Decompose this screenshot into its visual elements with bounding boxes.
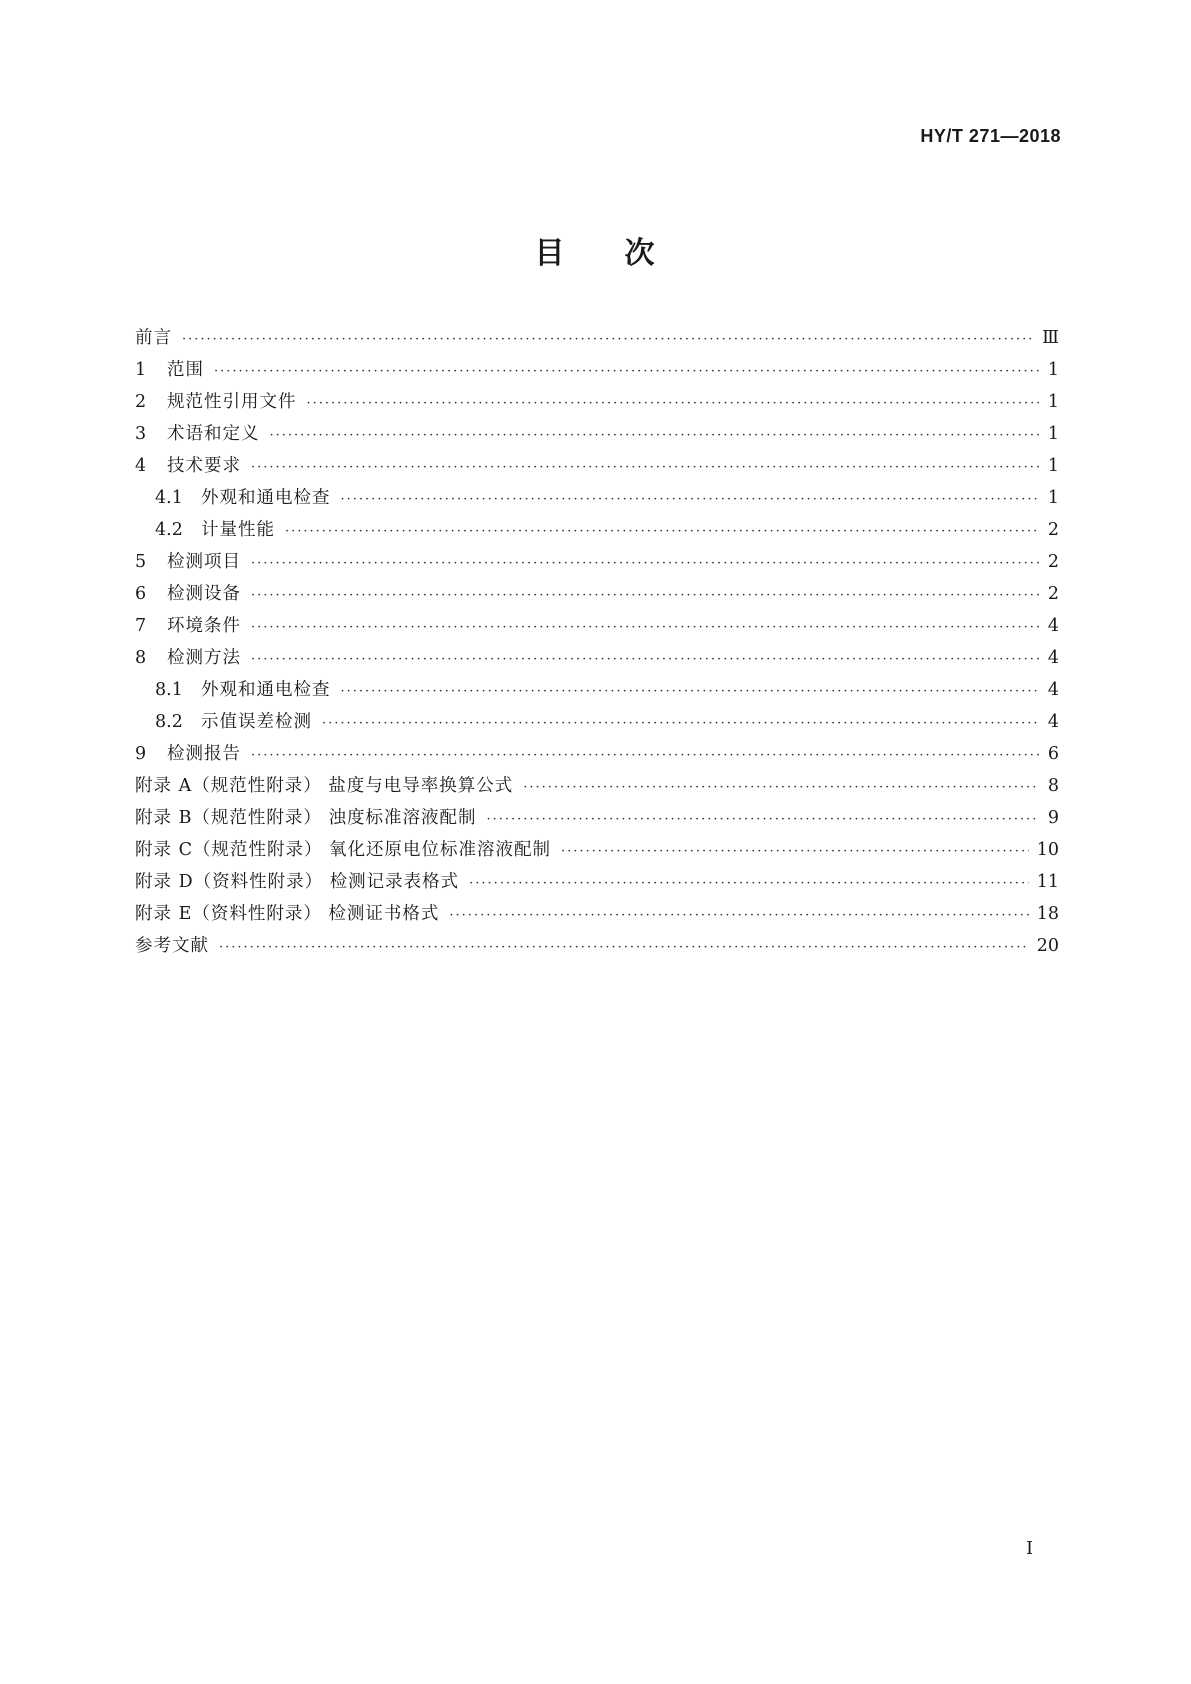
toc-label: 附录 E（资料性附录） 检测证书格式 bbox=[135, 904, 440, 924]
toc-label: 参考文献 bbox=[135, 936, 209, 956]
toc-label: 检测项目 bbox=[167, 552, 241, 572]
toc-number: 2 bbox=[135, 392, 147, 412]
toc-page: 9 bbox=[1047, 808, 1059, 828]
toc-number: 8 bbox=[135, 648, 147, 668]
toc-number: 1 bbox=[135, 360, 147, 380]
toc-item-1[interactable] bbox=[135, 354, 1059, 386]
toc-item-18[interactable] bbox=[135, 898, 1059, 930]
dot-leader bbox=[341, 676, 1040, 708]
toc-item-19[interactable] bbox=[135, 930, 1059, 962]
dot-leader bbox=[214, 356, 1039, 388]
toc-page: Ⅲ bbox=[1042, 328, 1059, 348]
toc-page: 18 bbox=[1036, 904, 1059, 924]
toc-label: 外观和通电检查 bbox=[201, 680, 331, 700]
toc-item-14[interactable] bbox=[135, 770, 1059, 802]
toc-page: 1 bbox=[1047, 424, 1059, 444]
toc-item-5[interactable] bbox=[135, 482, 1059, 514]
dot-leader bbox=[251, 644, 1039, 676]
dot-leader bbox=[270, 420, 1040, 452]
toc-label: 附录 B（规范性附录） 浊度标准溶液配制 bbox=[135, 808, 477, 828]
toc-label: 检测设备 bbox=[167, 584, 241, 604]
dot-leader bbox=[182, 324, 1034, 356]
toc-label: 示值误差检测 bbox=[201, 712, 312, 732]
dot-leader bbox=[449, 900, 1028, 932]
toc-label: 附录 A（规范性附录） 盐度与电导率换算公式 bbox=[135, 776, 514, 796]
standard-code: HY/T 271—2018 bbox=[920, 126, 1061, 146]
toc-label: 术语和定义 bbox=[167, 424, 260, 444]
dot-leader bbox=[341, 484, 1040, 516]
toc-page: 4 bbox=[1047, 680, 1059, 700]
toc-item-13[interactable] bbox=[135, 738, 1059, 770]
dot-leader bbox=[251, 740, 1039, 772]
toc-label: 规范性引用文件 bbox=[167, 392, 297, 412]
toc-item-12[interactable] bbox=[135, 706, 1059, 738]
toc-page: 1 bbox=[1047, 392, 1059, 412]
dot-leader bbox=[219, 932, 1029, 964]
toc-item-16[interactable] bbox=[135, 834, 1059, 866]
toc-page: 2 bbox=[1047, 552, 1059, 572]
toc-label: 前言 bbox=[135, 328, 172, 348]
toc-page: 6 bbox=[1047, 744, 1059, 764]
toc-page: 4 bbox=[1047, 648, 1059, 668]
table-of-contents bbox=[135, 322, 1059, 962]
toc-label: 计量性能 bbox=[201, 520, 275, 540]
toc-label: 外观和通电检查 bbox=[201, 488, 331, 508]
dot-leader bbox=[285, 516, 1039, 548]
toc-number: 4 bbox=[135, 456, 147, 476]
toc-item-6[interactable] bbox=[135, 514, 1059, 546]
title-part-2: 次 bbox=[624, 236, 657, 271]
toc-item-0[interactable] bbox=[135, 322, 1059, 354]
toc-number: 6 bbox=[135, 584, 147, 604]
dot-leader bbox=[561, 836, 1029, 868]
toc-number: 4.2 bbox=[155, 520, 183, 540]
dot-leader bbox=[251, 548, 1039, 580]
toc-number: 5 bbox=[135, 552, 147, 572]
toc-page: 1 bbox=[1047, 488, 1059, 508]
dot-leader bbox=[307, 388, 1040, 420]
toc-item-2[interactable] bbox=[135, 386, 1059, 418]
toc-item-17[interactable] bbox=[135, 866, 1059, 898]
toc-number: 8.2 bbox=[155, 712, 183, 732]
dot-leader bbox=[251, 452, 1039, 484]
toc-page: 4 bbox=[1047, 616, 1059, 636]
page-title bbox=[0, 228, 1191, 272]
toc-page: 1 bbox=[1047, 456, 1059, 476]
toc-number: 9 bbox=[135, 744, 147, 764]
toc-item-9[interactable] bbox=[135, 610, 1059, 642]
dot-leader bbox=[251, 612, 1039, 644]
toc-label: 附录 D（资料性附录） 检测记录表格式 bbox=[135, 872, 460, 892]
toc-page: 11 bbox=[1036, 872, 1059, 892]
toc-item-10[interactable] bbox=[135, 642, 1059, 674]
toc-label: 检测方法 bbox=[167, 648, 241, 668]
toc-number: 7 bbox=[135, 616, 147, 636]
toc-label: 附录 C（规范性附录） 氧化还原电位标准溶液配制 bbox=[135, 840, 552, 860]
toc-item-4[interactable] bbox=[135, 450, 1059, 482]
page-number: Ⅰ bbox=[1026, 1538, 1034, 1559]
toc-page: 4 bbox=[1047, 712, 1059, 732]
toc-page: 2 bbox=[1047, 520, 1059, 540]
toc-item-3[interactable] bbox=[135, 418, 1059, 450]
toc-label: 环境条件 bbox=[167, 616, 241, 636]
toc-page: 1 bbox=[1047, 360, 1059, 380]
dot-leader bbox=[322, 708, 1039, 740]
toc-number: 3 bbox=[135, 424, 147, 444]
toc-number: 8.1 bbox=[155, 680, 183, 700]
toc-page: 8 bbox=[1047, 776, 1059, 796]
toc-item-8[interactable] bbox=[135, 578, 1059, 610]
title-part-1: 目 bbox=[534, 236, 567, 271]
toc-number: 4.1 bbox=[155, 488, 183, 508]
dot-leader bbox=[523, 772, 1039, 804]
toc-item-11[interactable] bbox=[135, 674, 1059, 706]
toc-item-15[interactable] bbox=[135, 802, 1059, 834]
dot-leader bbox=[486, 804, 1039, 836]
dot-leader bbox=[251, 580, 1039, 612]
toc-page: 2 bbox=[1047, 584, 1059, 604]
toc-label: 范围 bbox=[167, 360, 204, 380]
toc-page: 20 bbox=[1036, 936, 1059, 956]
dot-leader bbox=[469, 868, 1029, 900]
toc-page: 10 bbox=[1036, 840, 1059, 860]
toc-label: 技术要求 bbox=[167, 456, 241, 476]
toc-label: 检测报告 bbox=[167, 744, 241, 764]
toc-item-7[interactable] bbox=[135, 546, 1059, 578]
